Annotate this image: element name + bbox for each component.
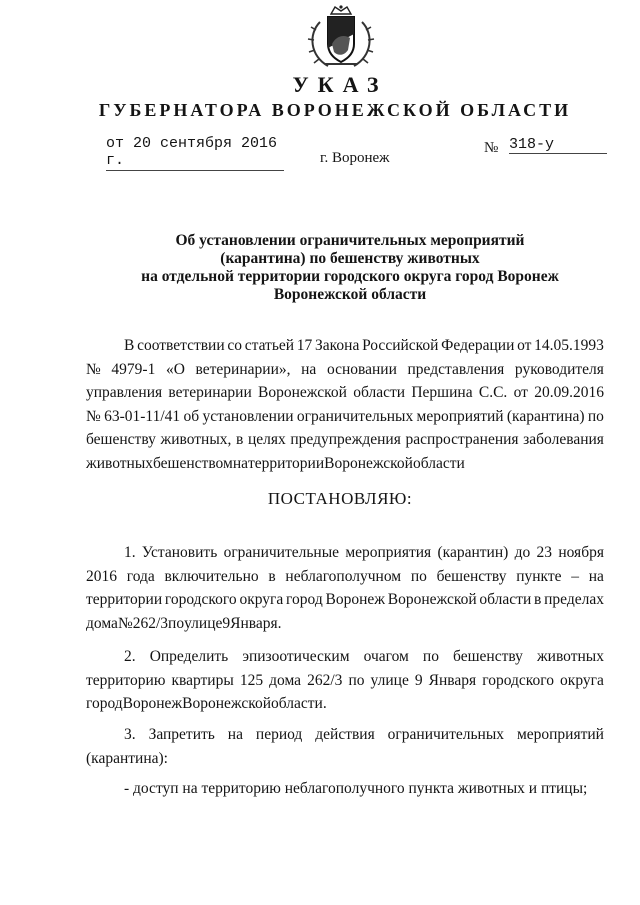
document-subtitle: ГУБЕРНАТОРА ВОРОНЕЖСКОЙ ОБЛАСТИ — [98, 100, 572, 120]
subject-line: на отдельной территории городского округа город Воронеж — [141, 268, 559, 285]
document-city: г. Воронеж — [320, 150, 390, 166]
subject-line: Воронежской области — [273, 286, 427, 303]
paragraph-line: дома № 262/3 по улице 9 Января. — [86, 614, 282, 632]
item-1-paragraph — [86, 541, 604, 635]
paragraph-line: территорию квартиры 125 дома 262/3 по улице 9 Января городского округа — [86, 671, 604, 689]
paragraph-line: бешенству животных, в целях предупреждения распространения заболевания — [86, 431, 604, 448]
paragraph-line: В соответствии со статьей 17 Закона Российской Федерации от 14.05.1993 — [124, 337, 604, 354]
item-3-paragraph — [86, 723, 604, 770]
paragraph-line: 3. Запретить на период действия ограничительных мероприятий — [124, 726, 604, 743]
paragraph-line: (карантина): — [86, 749, 168, 767]
paragraph-line: 2016 года включительно в неблагополучном по бешенству пункте – на — [86, 567, 604, 585]
paragraph-line: управления ветеринарии Воронежской области Першина С.С. от 20.09.2016 — [86, 384, 604, 401]
intro-paragraph — [86, 334, 604, 475]
document-number: 318-у — [509, 136, 607, 154]
paragraph-line: территории городского округа город Воронеж Воронежской области в пределах — [86, 591, 604, 608]
paragraph-line: животных бешенством на территории Воронежской области — [86, 454, 465, 472]
decree-word: ПОСТАНОВЛЯЮ: — [267, 489, 413, 508]
number-label: № — [484, 140, 499, 156]
paragraph-line: № 63-01-11/41 об установлении ограничительных мероприятий (карантина) по — [86, 407, 604, 425]
coat-of-arms-icon — [298, 4, 384, 72]
paragraph-line: 1. Установить ограничительные мероприятия (карантин) до 23 ноября — [124, 544, 604, 561]
item-2-paragraph — [86, 645, 604, 716]
subject-line: Об установлении ограничительных мероприятий — [175, 232, 525, 249]
paragraph-line: город Воронеж Воронежской области. — [86, 695, 327, 712]
item-3-bullet — [86, 777, 604, 801]
document-date: от 20 сентября 2016 г. — [106, 135, 284, 171]
document-subject — [120, 232, 580, 304]
subject-line: (карантина) по бешенству животных — [220, 250, 480, 267]
bullet-line: - доступ на территорию неблагополучного пункта животных и птицы; — [124, 780, 588, 797]
document-title: УКАЗ — [292, 72, 388, 97]
paragraph-line: № 4979-1 «О ветеринарии», на основании представления руководителя — [86, 360, 604, 378]
paragraph-line: 2. Определить эпизоотическим очагом по бешенству животных — [124, 648, 604, 665]
